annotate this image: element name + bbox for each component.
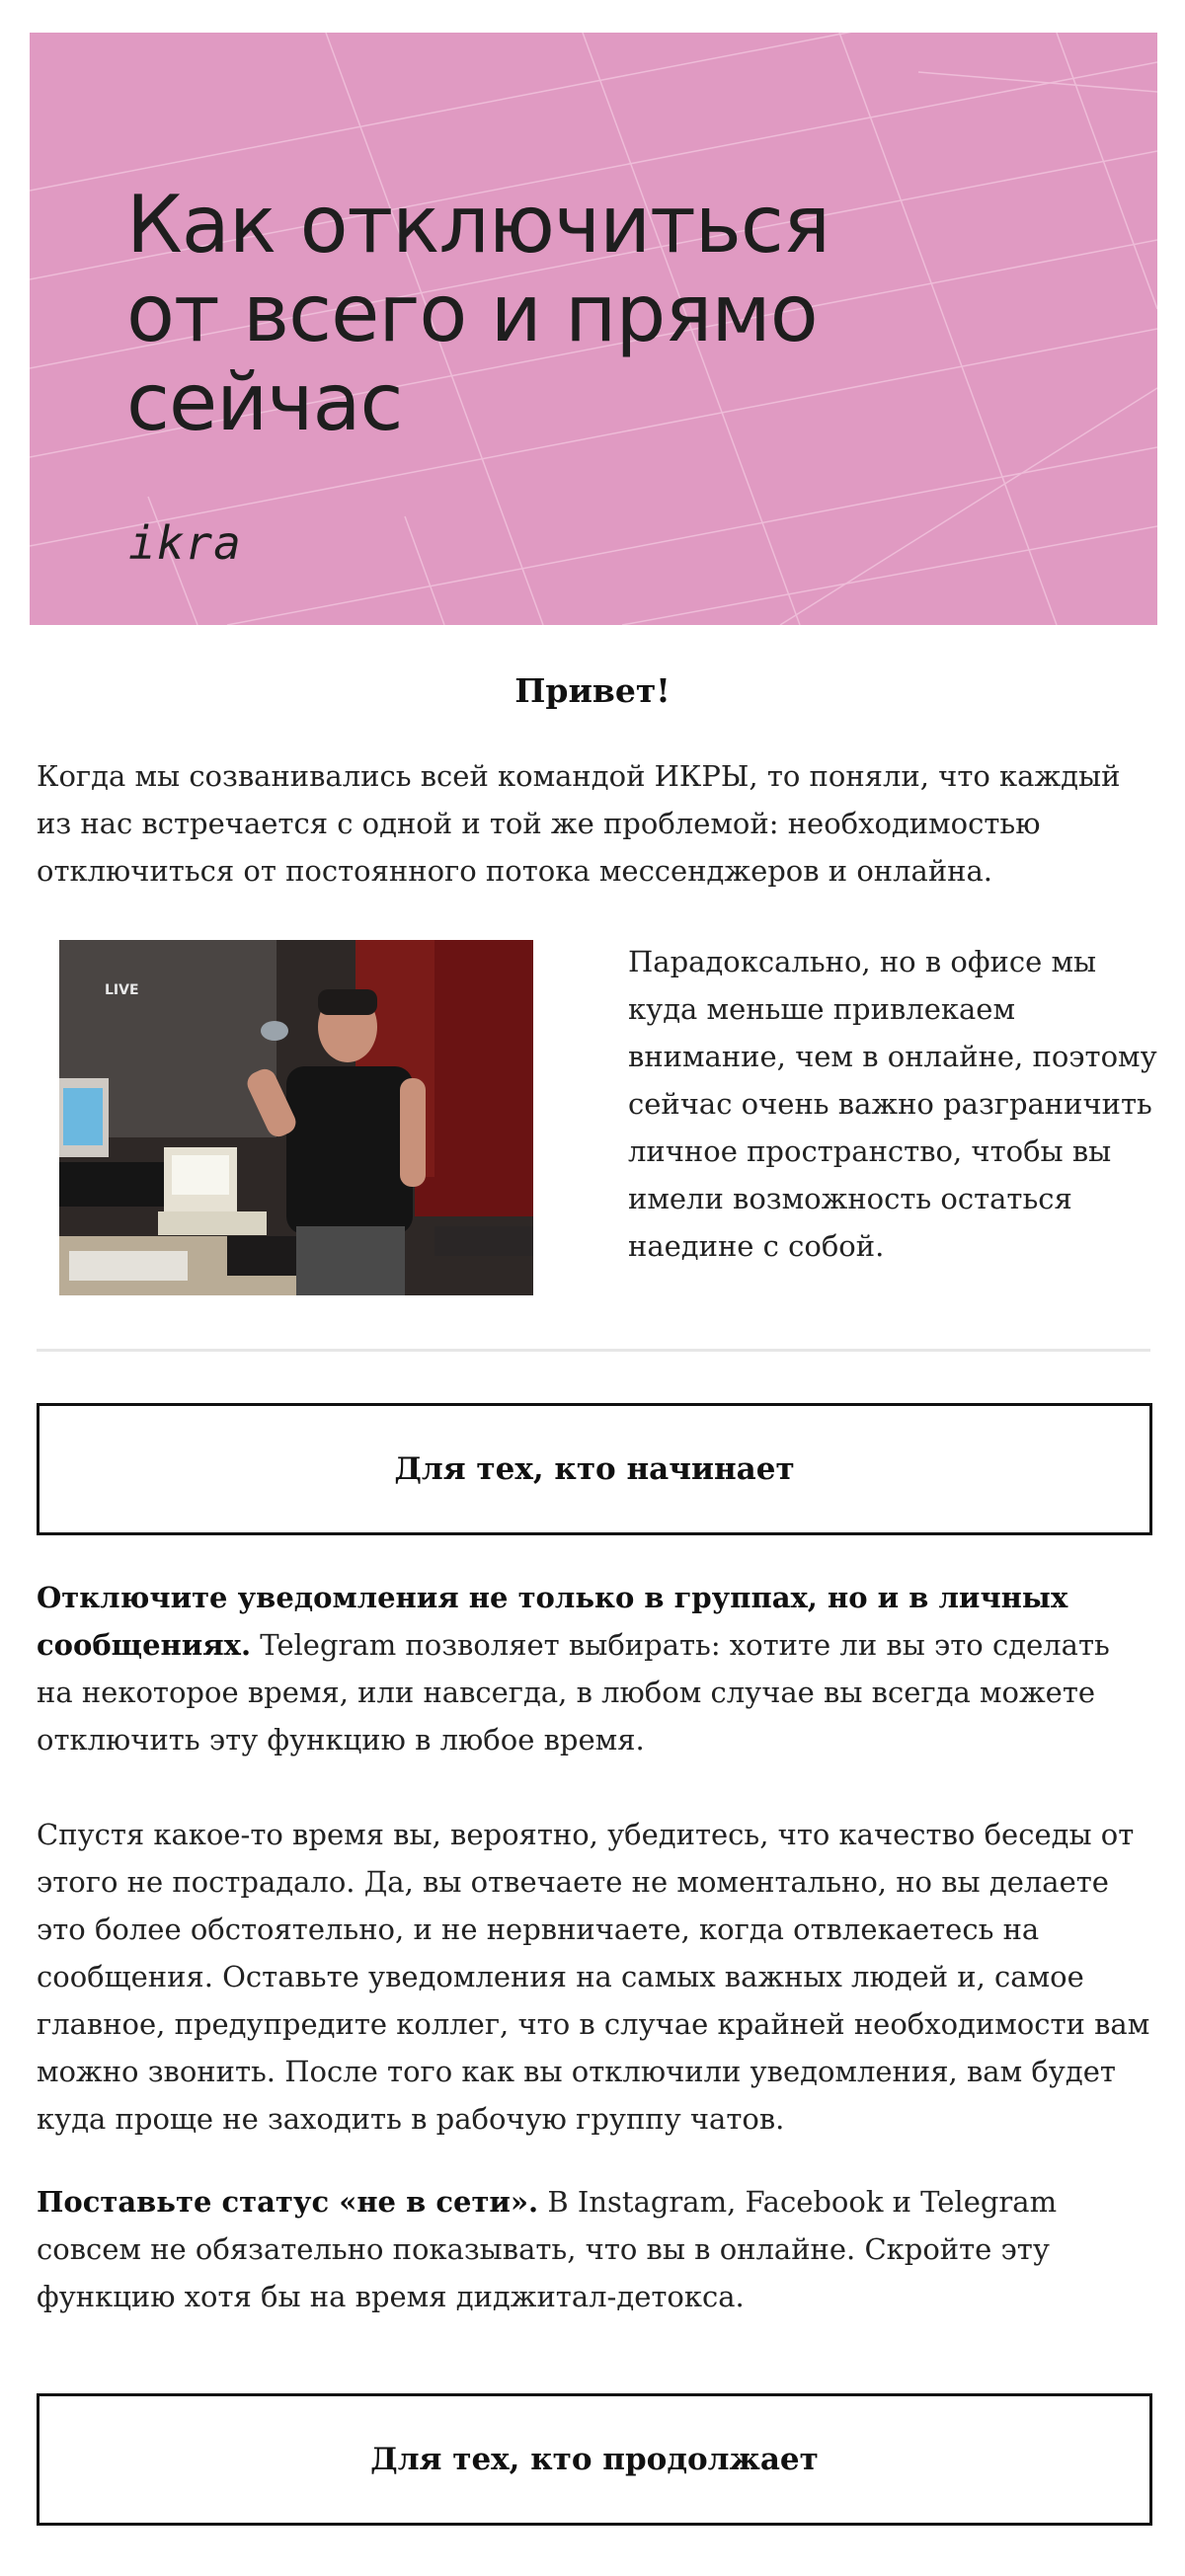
intro-paragraph: Когда мы созванивались всей командой ИКРЫ, то поняли, что каждый из нас встречается с одной и той же проблемой: необходимостью отключиться от постоянного потока мессенджеров и онлайна. [37, 759, 1121, 888]
tip-notifications-text: Telegram позволяет выбирать: хотите ли вы это сделать на некоторое время, или навсегда, в любом случае вы всегда можете отключить эту функцию в любое время. [37, 1628, 1110, 1756]
office-gif-illustration [59, 940, 533, 1295]
hero-title-line-1: Как отключиться [126, 179, 830, 271]
office-gif-image [59, 940, 533, 1295]
section-heading-beginners: Для тех, кто начинает [37, 1403, 1152, 1535]
ikra-logo: ikra [128, 516, 242, 570]
tip-notifications-followup: Спустя какое-то время вы, вероятно, убедитесь, что качество беседы от этого не пострадало. Да, вы отвечаете не моментально, но вы делаете это более обстоятельно, и не нервничаете, когда отвлекаетесь на сообщения. Оставьте уведомления на самых важных людей и, самое главное, предупредите коллег, что в случае крайней необходимости вам можно звонить. После того как вы отключили уведомления, вам будет куда проще не заходить в рабочую группу чатов. [37, 1818, 1150, 2136]
hero-title-line-3: сейчас [126, 356, 403, 448]
tip-notifications-paragraph [37, 1574, 1152, 1763]
section-divider [37, 1349, 1150, 1352]
tip-offline-status-title: Поставьте статус «не в сети». [37, 2185, 539, 2219]
hero-banner [30, 33, 1157, 625]
hero-title-line-2: от всего и прямо [126, 268, 818, 359]
tip-offline-status-paragraph [37, 2178, 1152, 2320]
hero-title [126, 181, 1015, 447]
tip-offline-status-text: В Instagram, Facebook и Telegram совсем не обязательно показывать, что вы в онлайне. Скройте эту функцию хотя бы на время диджитал-детокса. [37, 2185, 1058, 2313]
tip-notifications-title: Отключите уведомления не только в группах, но и в личных сообщениях. [37, 1581, 1068, 1662]
gif-live-label: LIVE [105, 982, 139, 998]
greeting-heading: Привет! [514, 671, 671, 710]
side-paragraph: Парадоксально, но в офисе мы куда меньше привлекаем внимание, чем в онлайне, поэтому сейчас очень важно разграничить личное пространство, чтобы вы имели возможность остаться наедине с собой. [628, 945, 1157, 1263]
section-heading-continuing: Для тех, кто продолжает [37, 2393, 1152, 2526]
